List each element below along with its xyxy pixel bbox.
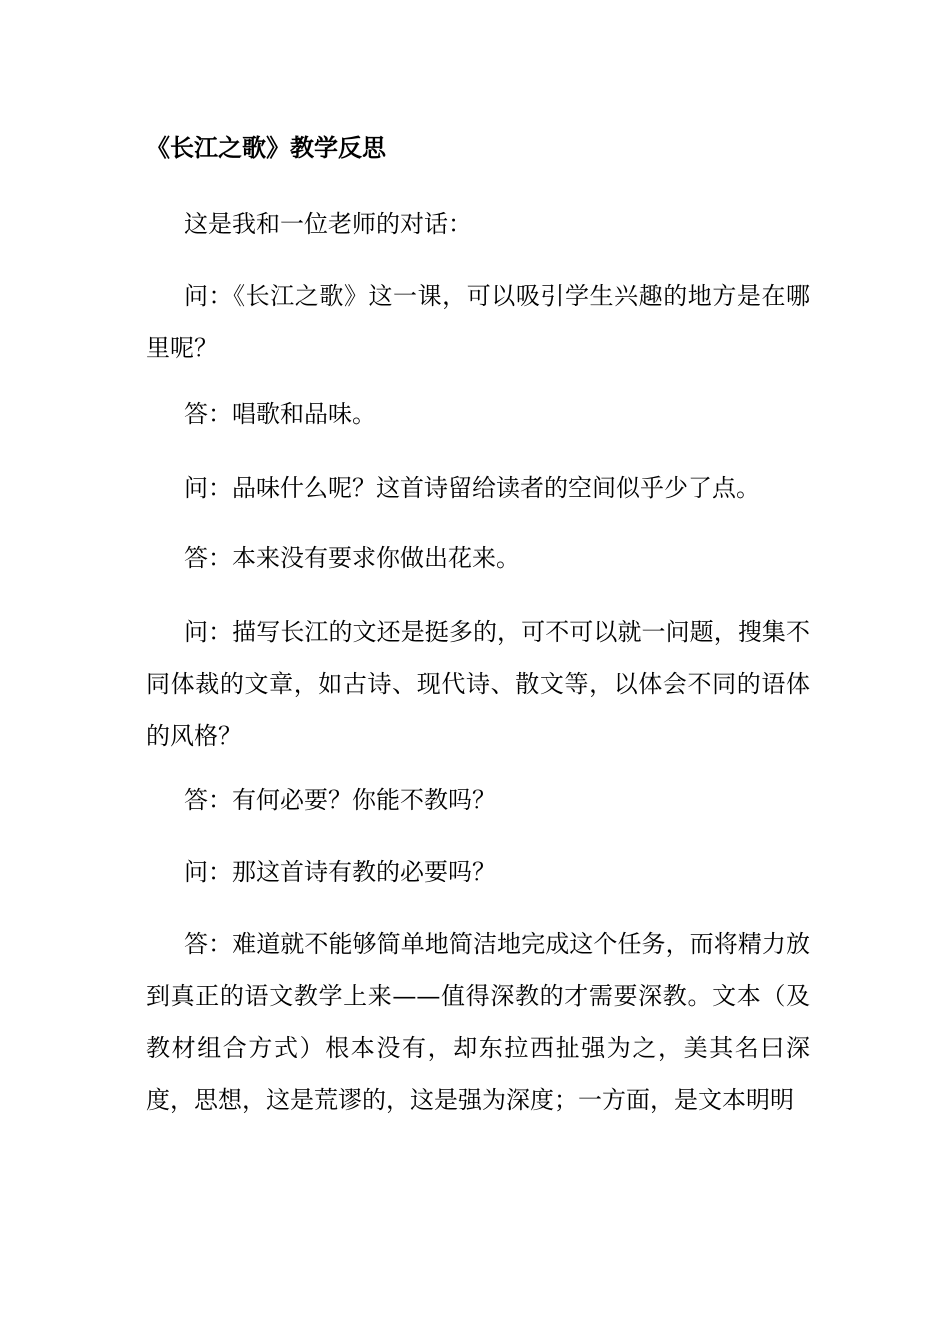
dialogue-question-2: 问：品味什么呢？这首诗留给读者的空间似乎少了点。 xyxy=(184,474,760,502)
dialogue-answer-1: 答：唱歌和品味。 xyxy=(184,400,376,428)
dialogue-question-1: 问：《长江之歌》这一课，可以吸引学生兴趣的地方是在哪里呢？ xyxy=(146,282,810,362)
dialogue-question-3: 问：描写长江的文还是挺多的，可不可以就一问题，搜集不同体裁的文章，如古诗、现代诗、散文等，以体会不同的语体的风格？ xyxy=(146,618,810,750)
intro-paragraph: 这是我和一位老师的对话： xyxy=(184,210,472,238)
document-title: 《长江之歌》教学反思 xyxy=(146,133,386,162)
dialogue-question-4: 问：那这首诗有教的必要吗？ xyxy=(184,858,496,886)
dialogue-answer-4: 答：难道就不能够简单地简洁地完成这个任务，而将精力放到真正的语文教学上来——值得深教的才需要深教。文本（及教材组合方式）根本没有，却东拉西扯强为之，美其名曰深度，思想，这是荒谬的，这是强为深度；一方面，是文本明明 xyxy=(146,930,810,1114)
dialogue-answer-3: 答：有何必要？你能不教吗？ xyxy=(184,786,496,814)
dialogue-answer-2: 答：本来没有要求你做出花来。 xyxy=(184,544,520,572)
